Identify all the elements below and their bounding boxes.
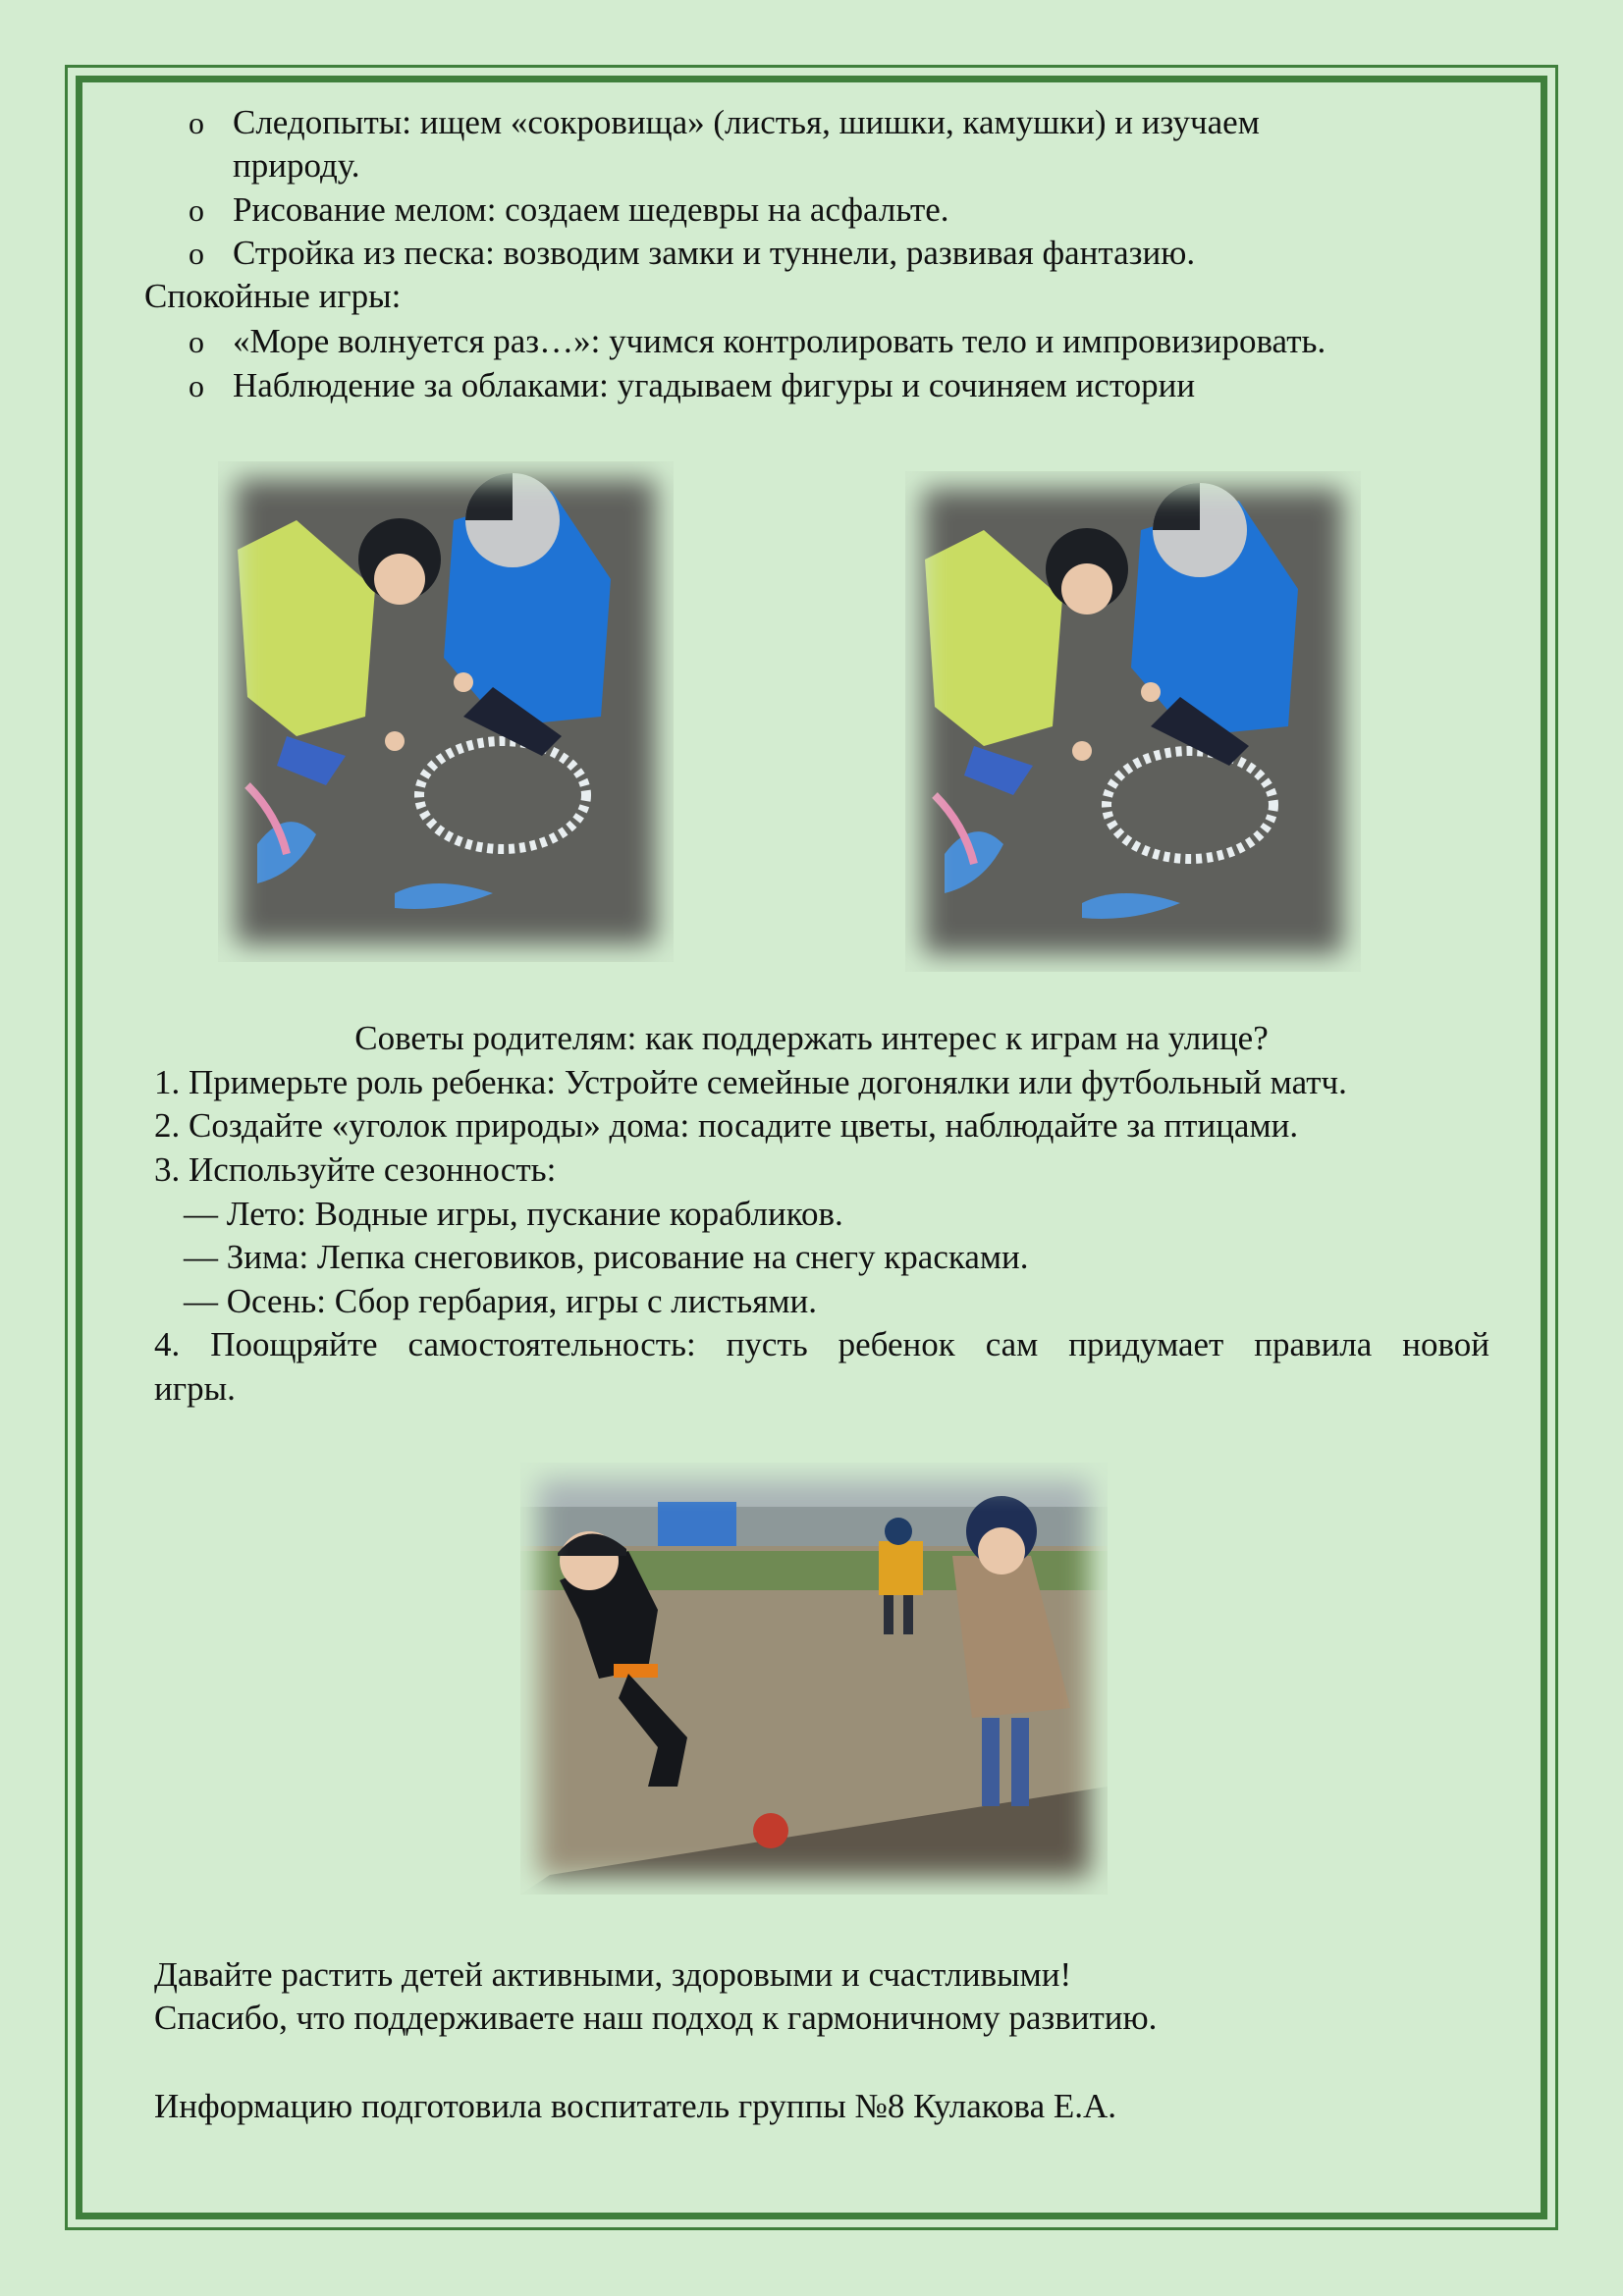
list-item-clouds: Наблюдение за облаками: угадываем фигуры и сочиняем истории — [233, 366, 1196, 404]
list-item-text: Следопыты: ищем «сокровища» (листья, шишки, камушки) и изучаем — [233, 103, 1260, 141]
list-item-sand: Стройка из песка: возводим замки и туннели, развивая фантазию. — [233, 234, 1196, 272]
calm-games-heading: Спокойные игры: — [144, 277, 402, 315]
closing-line-1: Давайте растить детей активными, здоровыми и счастливыми! — [154, 1955, 1072, 1994]
season-winter: — Зима: Лепка снеговиков, рисование на снегу красками. — [184, 1238, 1029, 1276]
season-summer: — Лето: Водные игры, пускание корабликов. — [184, 1195, 843, 1233]
tip-item-4: 4. Поощряйте самостоятельность: пусть ребенок сам придумает правила новой — [154, 1325, 1489, 1363]
bullet-icon: o — [189, 324, 204, 359]
photo-kids-football — [520, 1463, 1108, 1895]
photo-chalk-drawing-left — [218, 461, 674, 962]
tip-item-1: 1. Примерьте роль ребенка: Устройте семейные догонялки или футбольный матч. — [154, 1063, 1347, 1101]
list-item-trackers — [233, 101, 1411, 187]
closing-line-2: Спасибо, что поддерживаете наш подход к гармоничному развитию. — [154, 1999, 1158, 2037]
tip-item-3: 3. Используйте сезонность: — [154, 1150, 557, 1189]
list-item-text-continued: природу. — [233, 146, 360, 185]
bullet-icon: o — [189, 105, 204, 140]
photo-chalk-drawing-right — [905, 471, 1361, 972]
list-item-chalk: Рисование мелом: создаем шедевры на асфальте. — [233, 190, 949, 229]
chalk-drawing-illustration — [218, 461, 674, 962]
list-item-sea: «Море волнуется раз…»: учимся контролировать тело и импровизировать. — [233, 322, 1326, 360]
tips-heading: Советы родителям: как поддержать интерес к играм на улице? — [354, 1019, 1269, 1057]
football-illustration — [520, 1463, 1108, 1895]
author-credit: Информацию подготовила воспитатель группы №8 Кулакова Е.А. — [154, 2087, 1117, 2125]
bullet-icon: o — [189, 368, 204, 403]
chalk-drawing-illustration — [905, 471, 1361, 972]
bullet-icon: o — [189, 236, 204, 271]
season-autumn: — Осень: Сбор гербария, игры с листьями. — [184, 1282, 817, 1320]
tip-item-4-continued: игры. — [154, 1369, 236, 1408]
bullet-icon: o — [189, 192, 204, 228]
tip-item-2: 2. Создайте «уголок природы» дома: посадите цветы, наблюдайте за птицами. — [154, 1106, 1299, 1145]
